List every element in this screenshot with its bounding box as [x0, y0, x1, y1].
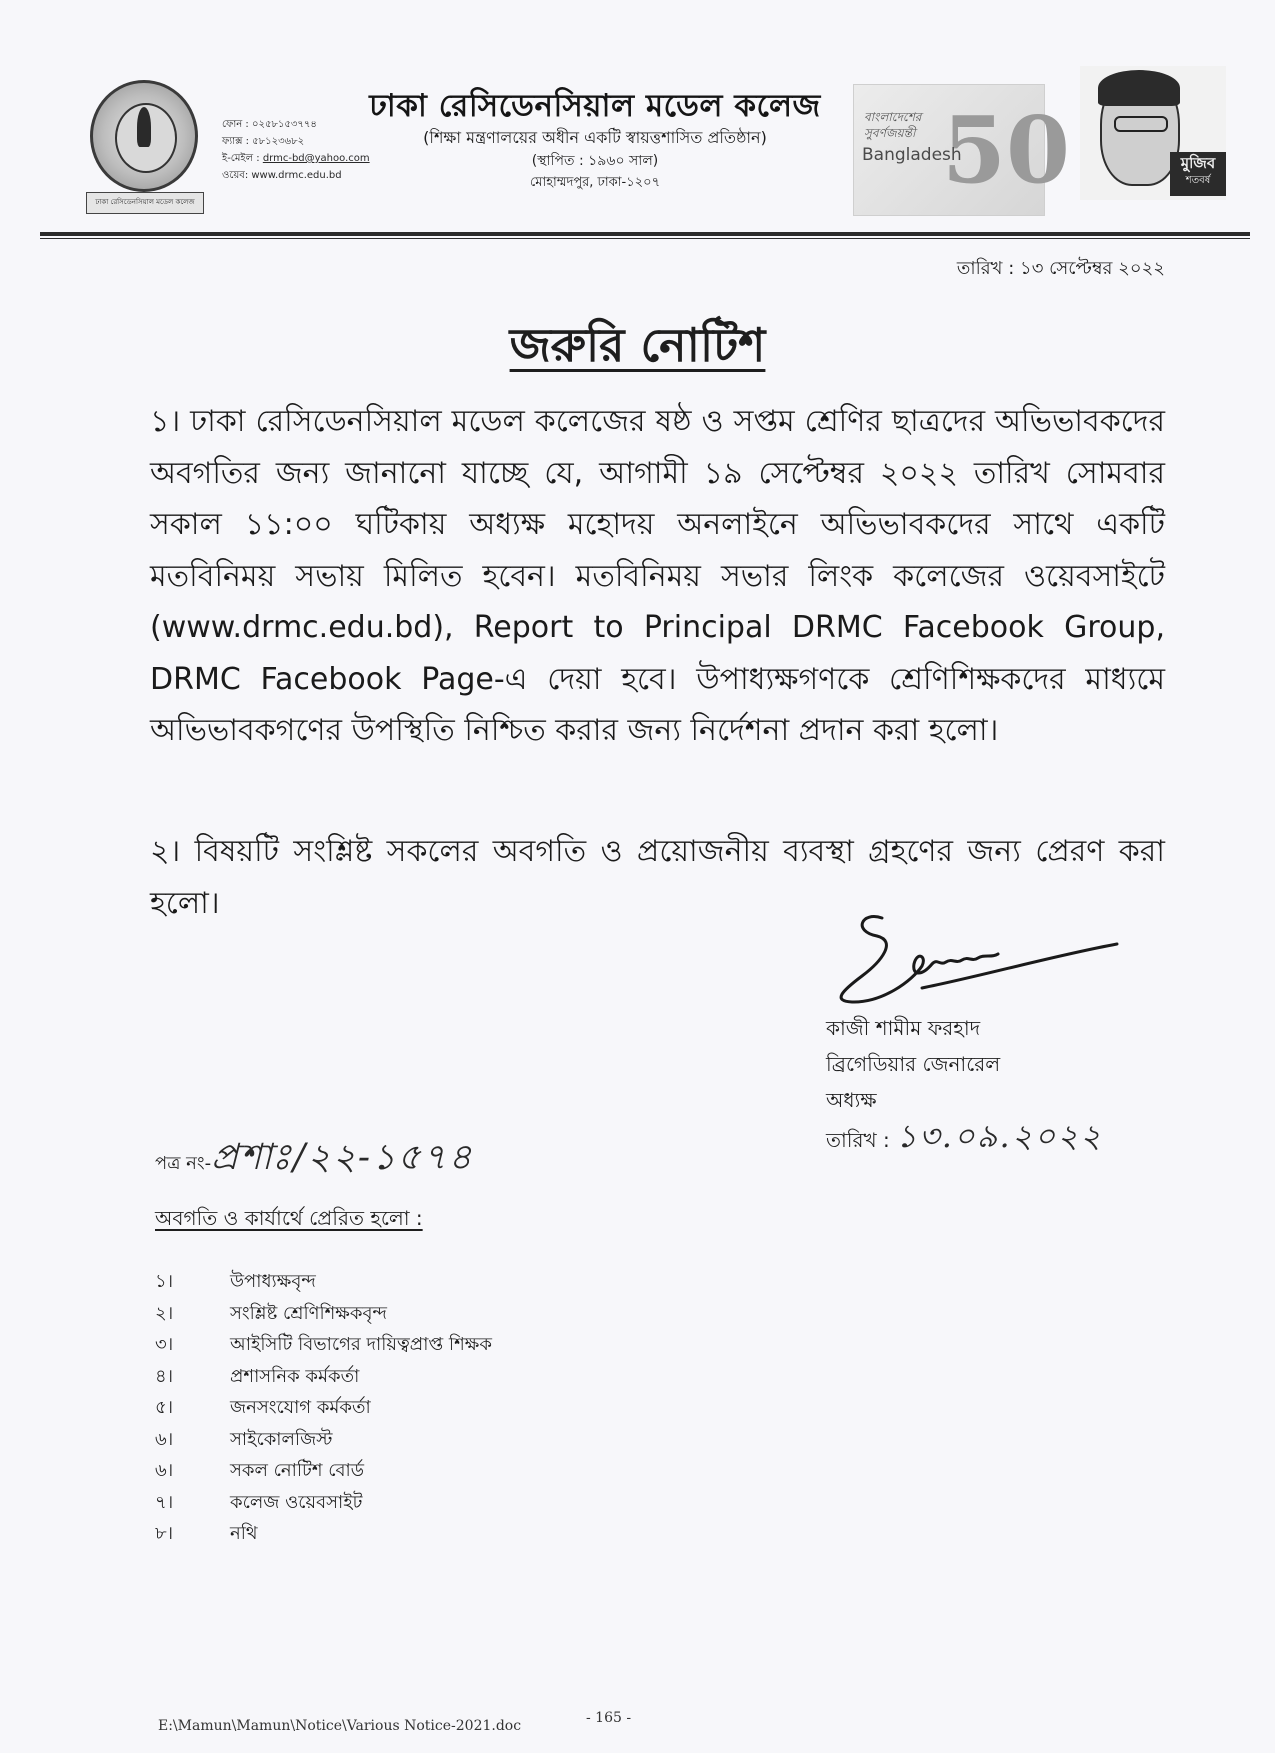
list-item	[155, 1329, 492, 1361]
contact-info	[222, 116, 370, 184]
college-logo	[90, 80, 198, 192]
list-item	[155, 1487, 492, 1519]
bangladesh-50-logo	[853, 84, 1071, 216]
list-item	[155, 1455, 492, 1487]
list-item-text: আইসিটি বিভাগের দায়িত্বপ্রাপ্ত শিক্ষক	[230, 1334, 492, 1355]
notice-paragraph-2: ২। বিষয়টি সংশ্লিষ্ট সকলের অবগতি ও প্রয়োজনীয় ব্যবস্থা গ্রহণের জন্য প্রেরণ করা হলো।	[150, 834, 1165, 921]
contact-web: ওয়েব: www.drmc.edu.bd	[222, 170, 342, 181]
list-item-number: ৮।	[155, 1523, 174, 1544]
list-item	[155, 1266, 492, 1298]
signatory-rank: ব্রিগেডিয়ার জেনারেল	[826, 1052, 1001, 1076]
header-divider	[40, 232, 1250, 236]
contact-fax: ফ্যাক্স : ৫৮১২৩৬৮২	[222, 136, 305, 147]
list-item	[155, 1361, 492, 1393]
header-divider-thin	[40, 238, 1250, 239]
signatory-date-label: তারিখ :	[826, 1128, 897, 1152]
list-item-text: সাইকোলজিস্ট	[230, 1428, 333, 1450]
notice-title-text: জরুরি নোটিশ	[509, 318, 766, 372]
list-item-text: কলেজ ওয়েবসাইট	[230, 1491, 363, 1513]
list-item	[155, 1424, 492, 1456]
portrait-hair	[1098, 70, 1180, 106]
contact-email-row	[222, 150, 370, 167]
signatory-name: কাজী শামীম ফরহাদ	[826, 1016, 981, 1040]
signatory-block	[826, 1010, 1103, 1158]
mujib-badge-sub: শতবর্ষ	[1185, 175, 1211, 186]
college-name: ঢাকা রেসিডেনসিয়াল মডেল কলেজ	[369, 88, 821, 124]
list-item-number: ৫।	[155, 1397, 174, 1418]
mujib-centenary-logo	[1080, 66, 1226, 200]
list-item	[155, 1298, 492, 1330]
list-item-text: জনসংযোগ কর্মকর্তা	[230, 1397, 371, 1418]
college-subtitle: (শিক্ষা মন্ত্রণালয়ের অধীন একটি স্বায়ত্তশাসিত প্রতিষ্ঠান)	[423, 128, 767, 147]
college-address: মোহাম্মদপুর, ঢাকা-১২০৭	[529, 175, 661, 190]
footer-page-number: - 165 -	[586, 1710, 632, 1726]
bd50-number: 50	[942, 96, 1071, 204]
distribution-heading: অবগতি ও কার্যার্থে প্রেরিত হলো :	[155, 1206, 423, 1230]
list-item	[155, 1392, 492, 1424]
reference-number	[155, 1130, 474, 1190]
contact-email[interactable]: drmc-bd@yahoo.com	[262, 153, 370, 164]
reference-label: পত্র নং-	[155, 1153, 212, 1174]
signatory-date-handwritten: ১৩.০৯.২০২২	[896, 1117, 1103, 1155]
logo-ribbon: ঢাকা রেসিডেনসিয়াল মডেল কলেজ	[86, 192, 204, 214]
list-item-text: সকল নোটিশ বোর্ড	[230, 1460, 365, 1481]
distribution-list	[155, 1266, 492, 1550]
contact-email-label: ই-মেইল :	[222, 153, 263, 164]
logo-torch-icon	[137, 107, 151, 147]
list-item	[155, 1518, 492, 1550]
reference-handwritten: প্রশাঃ/২২-১৫৭৪	[211, 1137, 474, 1178]
list-item-text: নথি	[230, 1523, 258, 1544]
signatory-designation: অধ্যক্ষ	[826, 1088, 877, 1112]
notice-paragraph-1: ১। ঢাকা রেসিডেনসিয়াল মডেল কলেজের ষষ্ঠ ও সপ্তম শ্রেণির ছাত্রদের অভিভাবকদের অবগতির জন্য জানানো যাচ্ছে যে, আগামী ১৯ সেপ্টেম্বর ২০২২ তারিখ সোমবার সকাল ১১:০০ ঘটিকায় অধ্যক্ষ মহোদয় অনলাইনে অভিভাবকদের সাথে একটি মতবিনিময় সভায় মিলিত হবেন। মতবিনিময় সভার লিংক কলেজের ওয়েবসাইটে (www.drmc.edu.bd), Report to Principal DRMC Facebook Group, DRMC Facebook Page-এ দেয়া হবে। উপাধ্যক্ষগণকে শ্রেণিশিক্ষকদের মাধ্যমে অভিভাবকগণের উপস্থিতি নিশ্চিত করার জন্য নির্দেশনা প্রদান করা হলো।	[150, 404, 1165, 748]
portrait-glasses	[1114, 116, 1168, 132]
notice-date: তারিখ : ১৩ সেপ্টেম্বর ২০২২	[956, 258, 1165, 279]
footer-file-path: E:\Mamun\Mamun\Notice\Various Notice-2021.doc	[158, 1718, 522, 1734]
list-item-text: উপাধ্যক্ষবৃন্দ	[230, 1271, 316, 1292]
bd50-bangla-line-2: সুবর্ণজয়ন্তী	[864, 126, 916, 140]
signatory-date-row	[826, 1118, 1103, 1158]
mujib-badge	[1170, 152, 1226, 196]
bd50-bangla-line-1: বাংলাদেশের	[864, 110, 922, 124]
signature-graphic	[822, 906, 1122, 1016]
list-item-text: সংশ্লিষ্ট শ্রেণিশিক্ষকবৃন্দ	[230, 1302, 387, 1324]
college-heading	[360, 86, 830, 194]
list-item-number: ৪।	[155, 1365, 174, 1387]
mujib-badge-text: মুজিব	[1180, 154, 1216, 172]
bd50-english-text: Bangladesh	[862, 145, 962, 165]
list-item-number: ৬।	[155, 1428, 174, 1450]
list-item-number: ১।	[155, 1271, 174, 1292]
list-item-number: ৩।	[155, 1334, 174, 1355]
notice-title	[0, 310, 1275, 380]
list-item-number: ২।	[155, 1302, 174, 1324]
college-established: (স্থাপিত : ১৯৬০ সাল)	[531, 153, 659, 169]
bd50-bangla-text	[864, 109, 921, 141]
list-item-number: ৬।	[155, 1460, 174, 1481]
contact-phone: ফোন : ০২৫৮১৫৩৭৭৪	[222, 119, 317, 130]
list-item-text: প্রশাসনিক কর্মকর্তা	[230, 1365, 360, 1387]
list-item-number: ৭।	[155, 1491, 174, 1513]
